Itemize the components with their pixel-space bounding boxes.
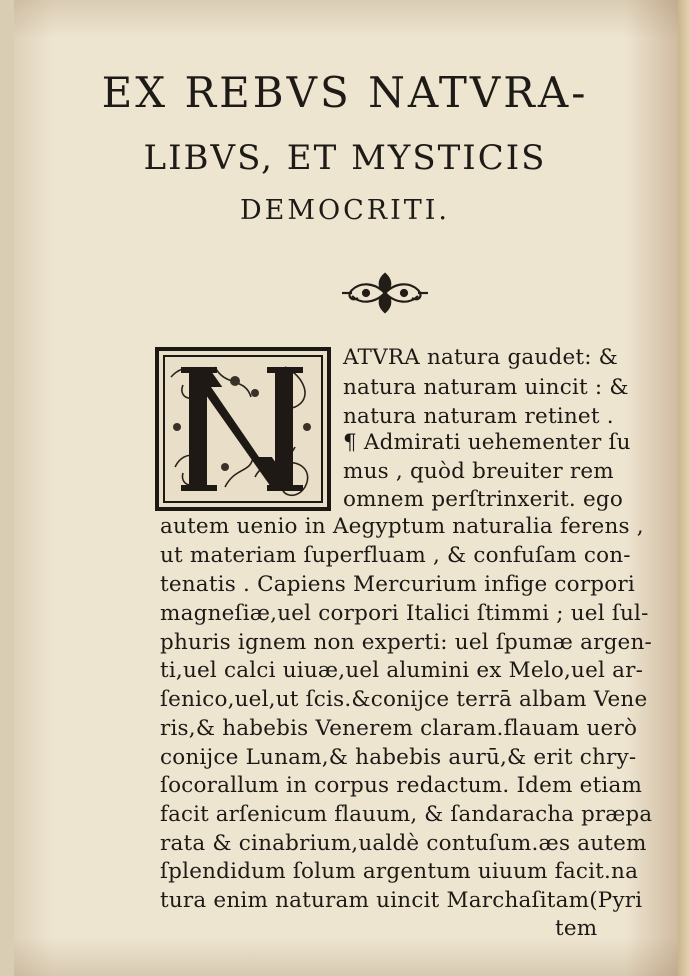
text-line: tura enim naturam uincit Marchaſitam(Pyri [160,888,643,913]
text-line: tenatis . Capiens Mercurium infige corpori [160,572,635,597]
text-line: facit arſenicum flauum, & ſandaracha præpa [160,802,653,827]
text-line: ſplendidum ſolum argentum uiuum facit.na [160,859,639,884]
heading-line-3: DEMOCRITI. [239,195,451,226]
text-line: ut materiam ſuperfluam , & confuſam con- [160,543,631,568]
heading-line-2: LIBVS, ET MYSTICIS [143,138,547,178]
text-line: ¶ Admirati uehementer ſu [343,430,631,455]
text-line: ris,& habebis Venerem claram.flauam uerò [160,716,638,741]
heading-line-1: EX REBVS NATVRA- [101,68,589,117]
text-line: rata & cinabrium,ualdè contuſum.æs autem [160,831,647,856]
decorated-initial-n [155,347,331,511]
text-line: ſenico,uel,ut ſcis.&conijce terrā albam Vene [160,687,648,712]
text-line: ſocorallum in corpus redactum. Idem etiam [160,773,643,798]
text-line: autem uenio in Aegyptum naturalia ferens , [160,514,644,539]
text-line: ATVRA natura gaudet: & [343,345,619,370]
text-line: mus , quòd breuiter rem [343,459,614,484]
text-line: natura naturam uincit : & [343,375,629,400]
text-line: omnem perſtrinxerit. ego [343,487,624,512]
text-line: ti,uel calci uiuæ,uel alumini ex Melo,uel ar- [160,658,644,683]
text-line: magneſiæ,uel corpori Italici ſtimmi ; uel ſul- [160,601,649,626]
fleuron-ornament-icon [338,270,432,316]
text-line: phuris ignem non experti: uel ſpumæ argen- [160,630,652,655]
catchword: tem [555,916,598,941]
text-line: natura naturam retinet . [343,404,614,429]
text-line: conijce Lunam,& habebis aurū,& erit chry- [160,745,637,770]
